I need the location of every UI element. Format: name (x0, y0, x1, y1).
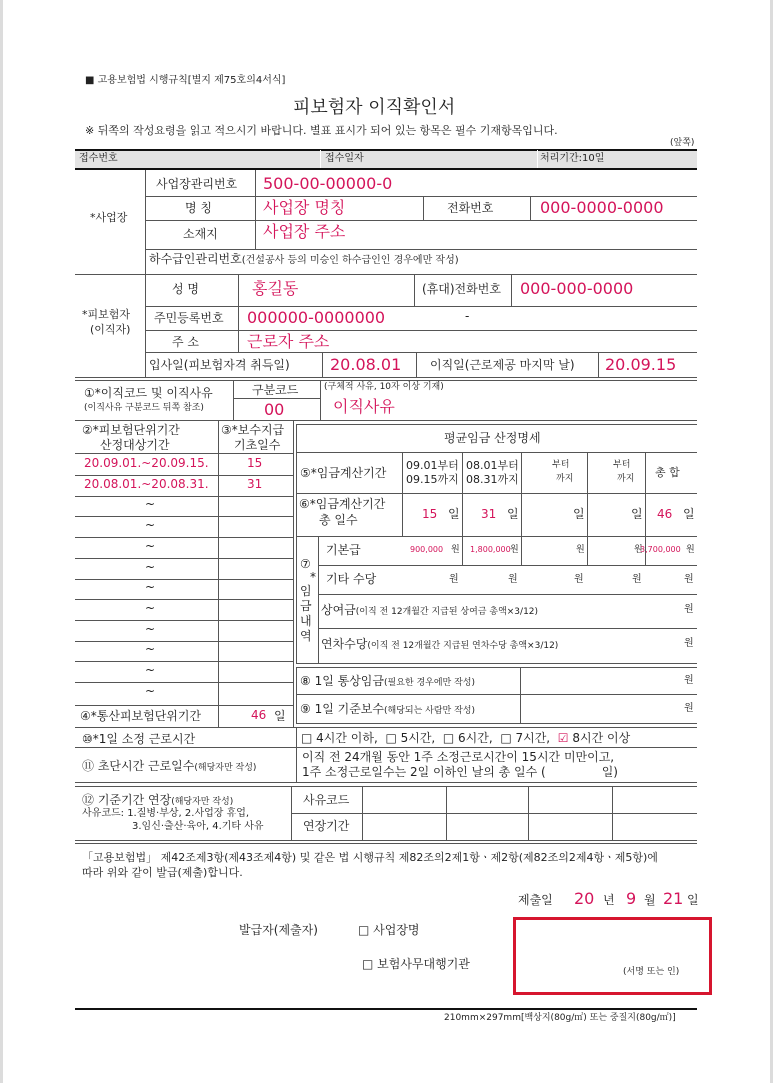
workplace-phone-value[interactable]: 000-0000-0000 (540, 198, 664, 217)
workplace-section-label: *사업장 (90, 211, 128, 224)
period-row-divider (75, 516, 293, 517)
other-allowance-won: 원 (508, 574, 518, 585)
insured-phone-value[interactable]: 000-000-0000 (520, 279, 634, 298)
period-row-range[interactable]: ~ (145, 539, 156, 553)
short-time-label (82, 760, 256, 773)
days-value[interactable]: 15 (422, 507, 438, 521)
days-unit: 일 (631, 507, 643, 521)
annual-leave-won: 원 (684, 638, 694, 649)
period-row-days[interactable]: 31 (247, 477, 263, 491)
col4-from: 부터 (613, 460, 631, 470)
period-row-range[interactable]: ~ (145, 622, 156, 636)
subcontractor-note: (건설공사 등의 미승인 하수급인인 경우에만 작성) (241, 255, 459, 266)
standard-pay-won: 원 (684, 703, 694, 714)
period-row-divider (75, 579, 293, 580)
base-pay-won: 원 (451, 545, 460, 555)
workplace-address-value[interactable]: 사업장 주소 (263, 222, 346, 241)
annual-leave-note: (이직 전 12개월간 지급된 연차수당 총액×3/12) (367, 641, 559, 651)
legal-text-line2: 따라 위와 같이 발급(제출)합니다. (82, 866, 243, 879)
col2-from: 08.01부터 (466, 459, 519, 472)
insured-name-value[interactable]: 홍길동 (252, 279, 299, 298)
wage-detail-char: 금 (300, 599, 312, 613)
total-period-unit: 일 (274, 709, 286, 723)
reason-sublabel: (이직사유 구분코드 뒤쪽 참조) (84, 403, 204, 413)
wage-detail-char: ⑦ (300, 557, 311, 571)
col3-to: 까지 (556, 474, 574, 484)
insured-section-sublabel: (이직자) (90, 323, 131, 336)
days-unit: 일 (448, 507, 460, 521)
base-pay-won: 원 (634, 545, 643, 555)
issuer-option-agency[interactable]: □ 보험사무대행기관 (362, 957, 470, 971)
base-pay-won: 원 (510, 545, 519, 555)
hours-option-6[interactable]: □ 6시간, (442, 731, 493, 745)
rrn-value[interactable]: 000000-0000000 (247, 308, 386, 327)
short-time-line2-text: 1주 소정근로일수는 2일 이하인 날의 총 일수 ( (302, 765, 546, 779)
ordinary-wage-won: 원 (684, 675, 694, 686)
reason-code-label: 구분코드 (252, 383, 299, 397)
period-row-divider (75, 620, 293, 621)
hours-option-8[interactable]: 8시간 이상 (572, 731, 631, 745)
short-time-label-text: ⑪ 초단시간 근로일수 (82, 759, 195, 773)
wage-detail-char: 내 (300, 614, 312, 628)
signature-note: (서명 또는 인) (623, 967, 680, 977)
subcontractor-label-text: 하수급인관리번호 (149, 252, 242, 266)
rrn-label: 주민등록번호 (154, 311, 224, 325)
processing-period-label: 처리기간:10일 (540, 153, 605, 164)
col4-to: 까지 (617, 474, 635, 484)
wage-table-title: 평균임금 산정명세 (444, 431, 541, 445)
standard-pay-label-text: ⑨ 1일 기준보수 (300, 702, 384, 716)
hours-option-7[interactable]: □ 7시간, (500, 731, 551, 745)
days-unit: 일 (507, 507, 519, 521)
join-date-label: 입사일(피보험자격 취득일) (149, 358, 290, 372)
workplace-name-value[interactable]: 사업장 명칭 (263, 198, 346, 217)
period-row-divider (75, 599, 293, 600)
base-pay-label: 기본급 (326, 543, 361, 557)
days-unit: 일 (573, 507, 585, 521)
insured-section-label: *피보험자 (82, 308, 131, 321)
base-pay-value[interactable]: 3,700,000 (640, 545, 681, 554)
extension-codes-2: 3.임신·출산·육아, 4.기타 사유 (132, 821, 264, 832)
submit-date-label: 제출일 (518, 893, 553, 907)
days-value[interactable]: 31 (481, 507, 497, 521)
signature-box[interactable] (513, 917, 712, 995)
period-row-divider (75, 537, 293, 538)
bonus-label-text: 상여금 (321, 603, 356, 617)
col2-to: 08.31까지 (466, 473, 519, 486)
base-pay-won: 원 (686, 545, 695, 555)
period-row-range[interactable]: ~ (145, 684, 156, 698)
submit-day[interactable]: 21 (663, 889, 684, 908)
wage-detail-char: 임 (300, 584, 312, 598)
period-row-range[interactable]: 20.08.01.~20.08.31. (84, 477, 209, 491)
form-reference: ■ 고용보험법 시행규칙[별지 제75호의4서식] (85, 75, 286, 86)
issuer-label: 발급자(제출자) (239, 923, 318, 937)
standard-pay-note: (해당되는 사람만 작성) (383, 706, 475, 716)
reason-detail-note: (구체적 사유, 10자 이상 기재) (324, 382, 444, 392)
leave-date-label: 이직일(근로제공 마지막 날) (430, 358, 575, 372)
period-row-range[interactable]: ~ (145, 642, 156, 656)
checked-box-icon[interactable]: ☑ (557, 731, 569, 745)
other-allowance-label: 기타 수당 (326, 572, 377, 586)
ordinary-wage-label-text: ⑧ 1일 통상임금 (300, 674, 384, 688)
insured-phone-label: (휴대)전화번호 (422, 282, 501, 296)
form-title: 피보험자 이직확인서 (293, 97, 456, 118)
short-time-line2 (302, 766, 618, 778)
extension-codes-1: 사유코드: 1.질병·부상, 2.사업장 휴업, (82, 808, 250, 819)
mgmt-number-value[interactable]: 500-00-00000-0 (263, 174, 393, 193)
instruction-text: ※ 뒤쪽의 작성요령을 읽고 적으시기 바랍니다. 별표 표시가 되어 있는 항목은 필수 기재항목입니다. (85, 124, 558, 137)
period-header-2a: ③*보수지급 (221, 423, 285, 437)
workplace-address-label: 소재지 (183, 227, 218, 241)
work-hours-options (301, 732, 630, 744)
other-allowance-won: 원 (684, 574, 694, 585)
work-hours-label: ⑩*1일 소정 근로시간 (82, 732, 196, 746)
extension-note: (해당자만 작성) (171, 797, 234, 807)
col3-from: 부터 (552, 460, 570, 470)
period-row-divider (75, 661, 293, 662)
days-unit: 일 (683, 507, 695, 521)
receipt-date-label: 접수일자 (325, 153, 364, 164)
period-row-divider (75, 558, 293, 559)
period-row-days[interactable]: 15 (247, 456, 263, 470)
base-pay-value[interactable]: 900,000 (410, 545, 444, 554)
rrn-dash: - (465, 309, 470, 323)
base-pay-value[interactable]: 1,800,000 (470, 545, 511, 554)
wage-detail-char: * (310, 570, 316, 584)
standard-pay-label (300, 703, 475, 716)
period-row-range[interactable]: 20.09.01.~20.09.15. (84, 456, 209, 470)
period-row-range[interactable]: ~ (145, 560, 156, 574)
period-row-range[interactable]: ~ (145, 601, 156, 615)
period-row-divider (75, 475, 293, 476)
leave-date-value[interactable]: 20.09.15 (605, 355, 677, 374)
days-label-1: ⑥*임금계산기간 (299, 497, 386, 511)
reason-code-value[interactable]: 00 (264, 400, 285, 419)
submit-year-unit: 년 (603, 893, 615, 907)
bonus-label (321, 604, 538, 617)
mgmt-number-label: 사업장관리번호 (156, 177, 238, 191)
legal-text-line1: 「고용보험법」 제42조제3항(제43조제4항) 및 같은 법 시행규칙 제82조의2제1항ㆍ제2항(제82조의2제4항ㆍ제5항)에 (82, 851, 658, 864)
workplace-phone-label: 전화번호 (447, 201, 494, 215)
col1-from: 09.01부터 (406, 459, 459, 472)
workplace-name-label: 명 칭 (185, 201, 212, 215)
period-row-divider (75, 496, 293, 497)
period-row-divider (75, 682, 293, 683)
submit-month[interactable]: 9 (626, 889, 637, 908)
issuer-option-workplace[interactable]: □ 사업장명 (358, 923, 420, 937)
subcontractor-label (149, 253, 459, 266)
submit-day-unit: 일 (687, 893, 699, 907)
short-time-note: (해당자만 작성) (194, 763, 257, 773)
annual-leave-label-text: 연차수당 (321, 637, 368, 651)
insured-address-label: 주 소 (172, 335, 199, 349)
period-row-divider (75, 641, 293, 642)
short-time-line1: 이직 전 24개월 동안 1주 소정근로시간이 15시간 미만이고, (302, 750, 615, 764)
extension-period-header: 연장기간 (303, 819, 350, 833)
other-allowance-won: 원 (574, 574, 584, 585)
period-row-range[interactable]: ~ (145, 663, 156, 677)
join-date-value[interactable]: 20.08.01 (330, 355, 402, 374)
period-header-2b: 기초일수 (234, 438, 281, 452)
period-row-range[interactable]: ~ (145, 580, 156, 594)
hours-option-5[interactable]: □ 5시간, (385, 731, 436, 745)
period-row-range[interactable]: ~ (145, 497, 156, 511)
base-pay-won: 원 (576, 545, 585, 555)
submit-month-unit: 월 (644, 893, 656, 907)
period-header-1a: ②*피보험단위기간 (82, 423, 180, 437)
short-time-line2-unit: 일) (601, 765, 618, 779)
paper-spec-footer: 210mm×297mm[백상지(80g/㎡) 또는 중질지(80g/㎡)] (444, 1013, 676, 1023)
total-period-value[interactable]: 46 (251, 708, 267, 722)
reason-text-value[interactable]: 이직사유 (333, 397, 395, 416)
col1-to: 09.15까지 (406, 473, 459, 486)
extension-label (82, 794, 233, 807)
receipt-number-label: 접수번호 (79, 153, 118, 164)
extension-label-text: ⑫ 기준기간 연장 (82, 793, 172, 807)
total-column-label: 총 합 (655, 466, 680, 479)
period-header-1b: 산정대상기간 (100, 438, 170, 452)
other-allowance-won: 원 (449, 574, 459, 585)
bonus-won: 원 (684, 604, 694, 615)
annual-leave-label (321, 638, 558, 651)
ordinary-wage-note: (필요한 경우에만 작성) (383, 678, 475, 688)
reason-code-header: 사유코드 (303, 793, 350, 807)
bonus-note: (이직 전 12개월간 지급된 상여금 총액×3/12) (355, 607, 539, 617)
submit-year[interactable]: 20 (574, 889, 595, 908)
page-side: (앞쪽) (670, 138, 695, 148)
hours-option-4[interactable]: □ 4시간 이하, (301, 731, 378, 745)
calc-period-label: ⑤*임금계산기간 (300, 466, 387, 480)
insured-address-value[interactable]: 근로자 주소 (247, 332, 330, 351)
page-edge-left (0, 0, 3, 1083)
total-period-label: ④*통산피보험단위기간 (80, 709, 202, 723)
days-label-2: 총 일수 (319, 513, 358, 527)
period-row-range[interactable]: ~ (145, 518, 156, 532)
days-value[interactable]: 46 (657, 507, 673, 521)
reason-label: ①*이직코드 및 이직사유 (84, 386, 213, 400)
ordinary-wage-label (300, 675, 475, 688)
other-allowance-won: 원 (632, 574, 642, 585)
wage-detail-char: 역 (300, 629, 312, 643)
insured-name-label: 성 명 (172, 282, 199, 296)
